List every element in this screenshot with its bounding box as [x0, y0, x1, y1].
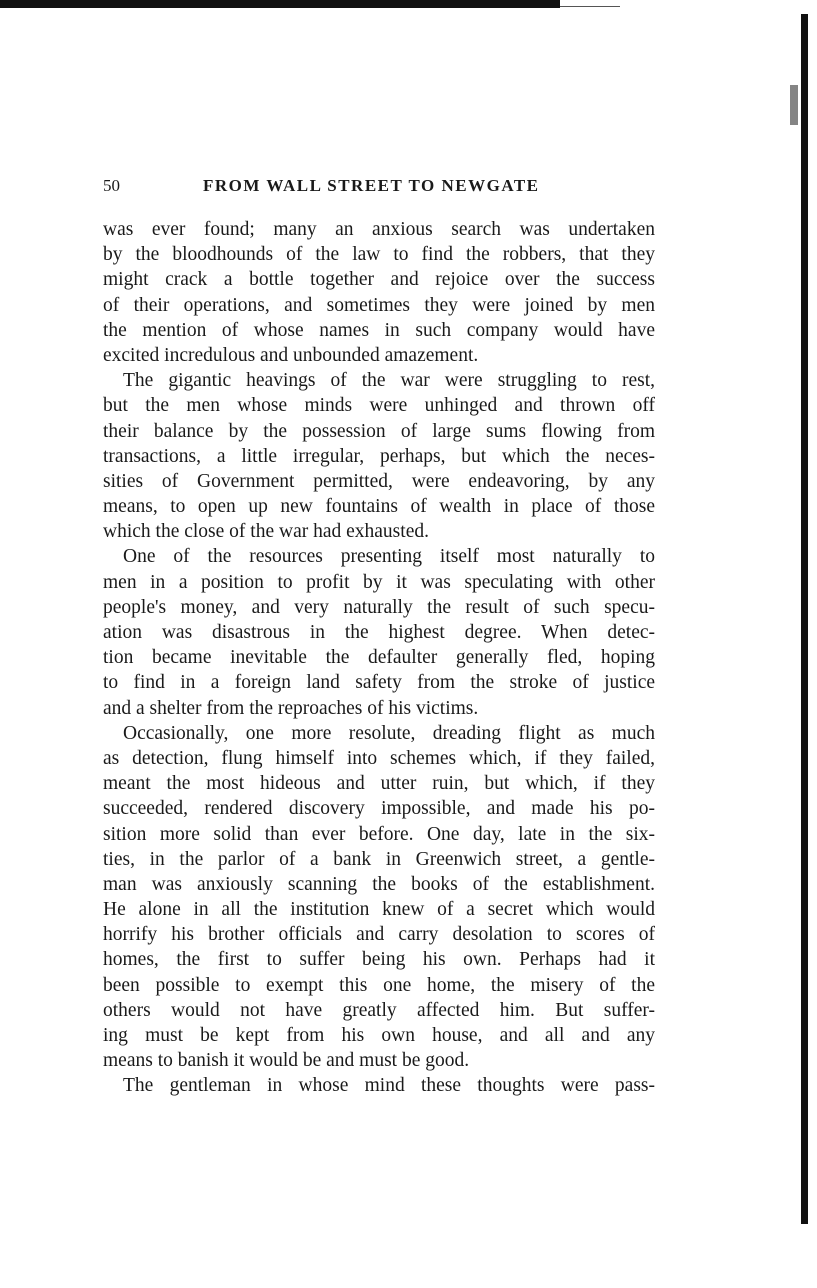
- text-line: One of the resources presenting itself most naturally to: [123, 546, 655, 568]
- text-line: horrify his brother officials and carry desolation to scores of: [103, 924, 655, 946]
- page-body: [103, 217, 655, 1099]
- text-line: been possible to exempt this one home, the misery of the: [103, 974, 655, 996]
- text-line: their balance by the possession of large sums flowing from: [103, 420, 655, 442]
- text-line: of their operations, and sometimes they were joined by men: [103, 294, 655, 316]
- text-line: man was anxiously scanning the books of the establishment.: [103, 873, 655, 895]
- text-line: but the men whose minds were unhinged and thrown off: [103, 395, 655, 417]
- text-line: to find in a foreign land safety from the stroke of justice: [103, 672, 655, 694]
- paragraph: [103, 1073, 655, 1098]
- scan-right-edge: [801, 14, 808, 1224]
- scan-top-edge-thin: [560, 6, 620, 7]
- text-line: men in a position to profit by it was speculating with other: [103, 571, 655, 593]
- text-line: sities of Government permitted, were endeavoring, by any: [103, 470, 655, 492]
- page-header: [103, 176, 655, 202]
- text-line: excited incredulous and unbounded amazement.: [103, 344, 479, 366]
- scan-blot: [790, 85, 798, 125]
- paragraph: [103, 721, 655, 1074]
- text-line: means to banish it would be and must be good.: [103, 1050, 470, 1072]
- text-line: might crack a bottle together and rejoice over the success: [103, 269, 655, 291]
- paragraph: [103, 217, 655, 368]
- text-line: He alone in all the institution knew of a secret which would: [103, 899, 655, 921]
- text-line: sition more solid than ever before. One day, late in the six-: [103, 823, 655, 845]
- text-line: others would not have greatly affected him. But suffer-: [103, 999, 655, 1021]
- text-line: tion became inevitable the defaulter generally fled, hoping: [103, 647, 655, 669]
- text-line: The gigantic heavings of the war were struggling to rest,: [123, 370, 655, 392]
- text-line: ties, in the parlor of a bank in Greenwich street, a gentle-: [103, 848, 655, 870]
- text-line: Occasionally, one more resolute, dreading flight as much: [123, 722, 655, 744]
- text-line: transactions, a little irregular, perhaps, but which the neces-: [103, 445, 655, 467]
- text-line: people's money, and very naturally the result of such specu-: [103, 596, 655, 618]
- text-line: and a shelter from the reproaches of his victims.: [103, 697, 479, 719]
- page-number: 50: [103, 176, 120, 195]
- paragraph: [103, 368, 655, 544]
- text-line: was ever found; many an anxious search was undertaken: [103, 219, 655, 240]
- text-line: meant the most hideous and utter ruin, but which, if they: [103, 773, 655, 795]
- text-line: ation was disastrous in the highest degree. When detec-: [103, 622, 655, 643]
- text-line: by the bloodhounds of the law to find the robbers, that they: [103, 244, 655, 266]
- text-line: homes, the first to suffer being his own. Perhaps had it: [103, 949, 655, 971]
- text-line: succeeded, rendered discovery impossible, and made his po-: [103, 798, 655, 820]
- running-title: FROM WALL STREET TO NEWGATE: [203, 176, 540, 195]
- paragraph: [103, 544, 655, 720]
- scan-top-edge: [0, 0, 560, 8]
- text-line: the mention of whose names in such company would have: [103, 319, 655, 341]
- text-line: The gentleman in whose mind these thoughts were pass-: [123, 1075, 655, 1097]
- text-line: means, to open up new fountains of wealth in place of those: [103, 496, 655, 518]
- text-line: ing must be kept from his own house, and all and any: [103, 1025, 655, 1046]
- text-line: as detection, flung himself into schemes which, if they failed,: [103, 747, 655, 769]
- text-line: which the close of the war had exhausted.: [103, 521, 429, 543]
